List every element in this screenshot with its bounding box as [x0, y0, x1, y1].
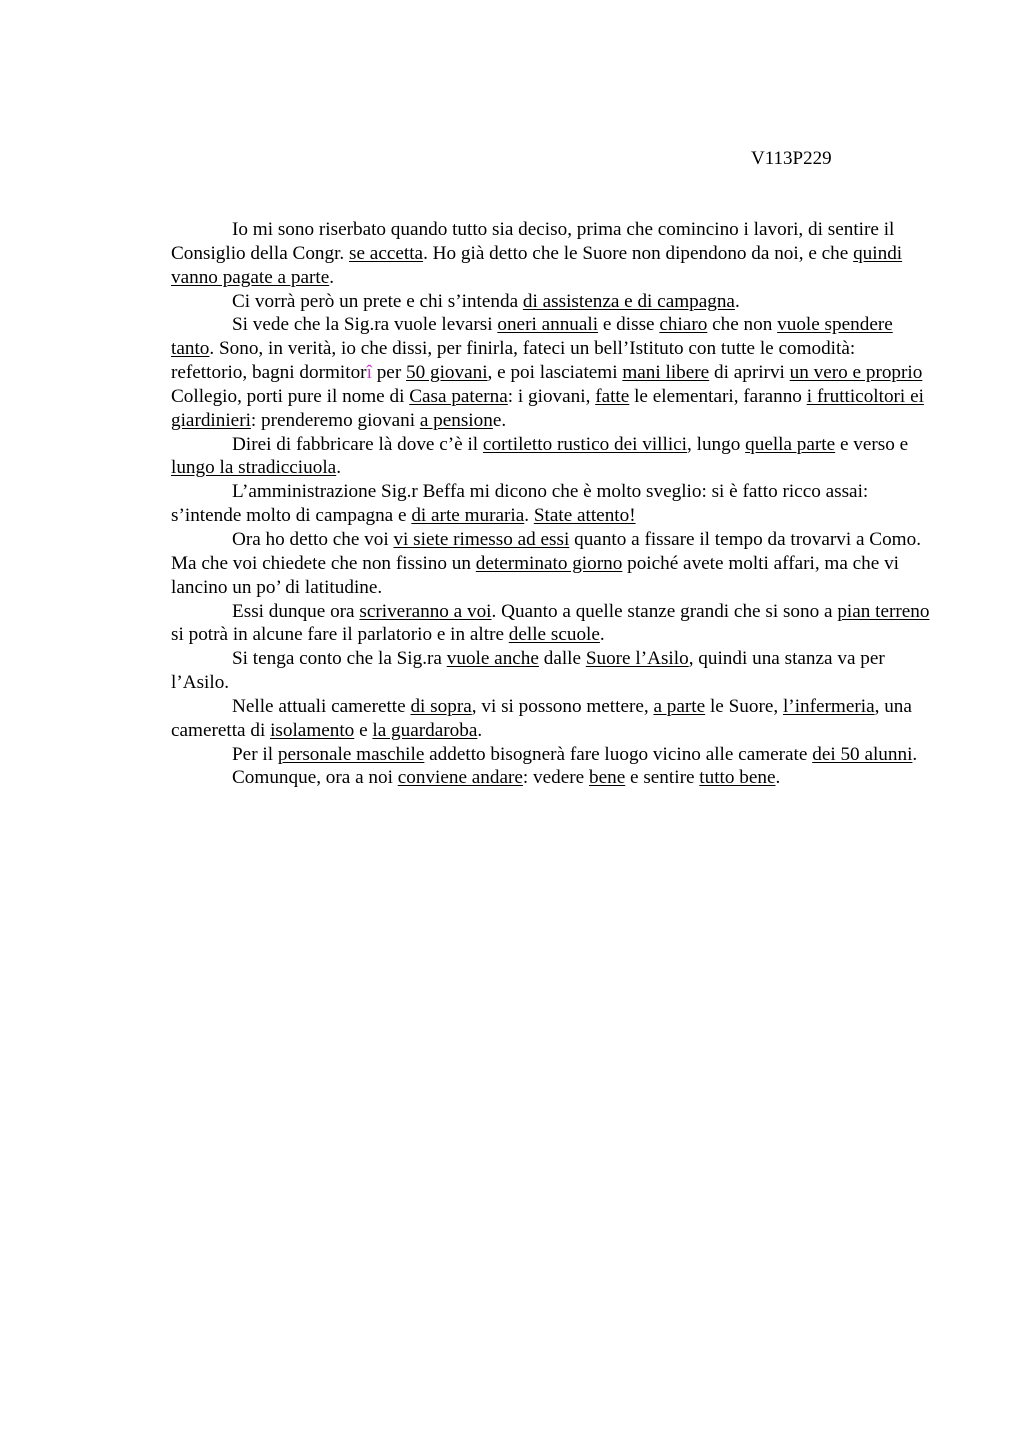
paragraph	[171, 480, 931, 528]
text-run: , vi si possono mettere,	[471, 695, 654, 717]
text-run: e verso e	[835, 433, 909, 455]
underlined-text: personale maschile	[277, 743, 425, 765]
underlined-text: quella parte	[745, 433, 836, 455]
underlined-text: scriveranno a voi	[359, 600, 492, 622]
paragraph	[171, 647, 931, 695]
underlined-text: se accetta	[349, 242, 424, 264]
text-run: Per il	[232, 743, 278, 765]
paragraph	[171, 313, 931, 432]
text-run: . Ho già detto che le Suore non dipendono da noi, e che	[423, 242, 854, 264]
underlined-text: determinato giorno	[475, 552, 623, 574]
text-run: : prenderemo giovani	[250, 409, 420, 431]
text-run: Si tenga conto che la Sig.ra	[232, 648, 447, 670]
text-run: per	[371, 362, 406, 384]
text-run: poiché avete molti affari, ma che vi lancino un po’ di latitudine.	[171, 552, 899, 598]
text-run: Comunque, ora a noi	[232, 767, 398, 789]
paragraph	[171, 766, 931, 790]
text-run: Direi di fabbricare là dove c’è il	[232, 433, 483, 455]
text-run: .	[524, 505, 534, 527]
text-run: e.	[492, 409, 507, 431]
text-run: Collegio, porti pure il nome di	[171, 385, 410, 407]
text-run: .	[912, 743, 918, 765]
text-run: le Suore,	[705, 695, 783, 717]
text-run: .	[329, 266, 335, 288]
paragraph	[171, 433, 931, 481]
text-run: e	[354, 719, 373, 741]
text-run: Nelle attuali camerette	[232, 695, 411, 717]
text-run: , lungo	[687, 433, 746, 455]
text-run: e sentire	[625, 767, 700, 789]
paragraph	[171, 528, 931, 600]
text-run: Ci vorrà però un prete e chi s’intenda	[232, 290, 523, 312]
underlined-text: vi siete rimesso ad essi	[393, 528, 570, 550]
underlined-text: conviene andare	[397, 767, 523, 789]
underlined-text: vuole spendere tanto	[171, 314, 893, 360]
text-run: Ora ho detto che voi	[232, 528, 394, 550]
text-run: L’amministrazione Sig.r Beffa mi dicono che è molto sveglio: si è fatto ricco assai: s’intende molto di campagna e	[171, 481, 869, 527]
underlined-text: l’infermeria	[782, 695, 875, 717]
paragraph	[171, 695, 931, 743]
underlined-text: fatte	[595, 385, 630, 407]
underlined-text: a parte	[653, 695, 706, 717]
underlined-text: mani libere	[622, 362, 710, 384]
underlined-text: di assistenza e di campagna	[522, 290, 735, 312]
underlined-text: pian terreno	[837, 600, 930, 622]
text-run: .	[775, 767, 781, 789]
text-run: e disse	[598, 314, 660, 336]
underlined-text: chiaro	[659, 314, 708, 336]
text-run: Essi dunque ora	[232, 600, 360, 622]
text-run: di aprirvi	[709, 362, 790, 384]
underlined-text: la guardaroba	[372, 719, 478, 741]
underlined-text: Suore l’Asilo	[585, 648, 689, 670]
underlined-text: delle scuole	[508, 624, 600, 646]
text-run: . Sono, in verità, io che dissi, per finirla, fateci un bell’Istituto con tutte le comodità: refettorio, bagni dormitor	[171, 338, 856, 384]
underlined-text: State attento!	[533, 505, 636, 527]
underlined-text: di arte muraria	[411, 505, 525, 527]
underlined-text: Casa paterna	[409, 385, 508, 407]
text-run: : i giovani,	[507, 385, 596, 407]
text-run: , e poi lasciatemi	[487, 362, 623, 384]
paragraph	[171, 600, 931, 648]
underlined-text: bene	[588, 767, 626, 789]
underlined-text: un vero e proprio	[789, 362, 923, 384]
text-run: le elementari, faranno	[629, 385, 807, 407]
text-run: .	[336, 457, 341, 479]
paragraph	[171, 743, 931, 767]
text-run: dalle	[538, 648, 586, 670]
text-run: .	[599, 624, 605, 646]
text-run: .	[734, 290, 740, 312]
text-run: .	[477, 719, 483, 741]
paragraph	[171, 290, 931, 314]
underlined-text: cortiletto rustico dei villici	[482, 433, 688, 455]
text-run: si potrà in alcune fare il parlatorio e in altre	[171, 624, 509, 646]
underlined-text: lungo la stradicciuola	[171, 457, 337, 479]
text-run: . Quanto a quelle stanze grandi che si sono a	[491, 600, 838, 622]
underlined-text: vuole anche	[446, 648, 539, 670]
text-run: addetto bisognerà fare luogo vicino alle camerate	[424, 743, 813, 765]
underlined-text: dei 50 alunni	[812, 743, 913, 765]
document-reference: V113P229	[751, 148, 832, 169]
paragraph	[171, 218, 931, 290]
underlined-text: isolamento	[270, 719, 355, 741]
text-run: , quindi una stanza va per l’Asilo.	[171, 648, 885, 694]
accent-character: î	[366, 362, 372, 384]
text-run: Si vede che la Sig.ra vuole levarsi	[232, 314, 498, 336]
text-run: : vedere	[522, 767, 589, 789]
text-run: , una cameretta di	[171, 695, 912, 741]
underlined-text: tutto bene	[699, 767, 776, 789]
underlined-text: 50 giovani	[406, 362, 488, 384]
underlined-text: di sopra	[410, 695, 472, 717]
document-body	[171, 218, 931, 790]
underlined-text: quindi vanno pagate a parte	[171, 242, 903, 288]
underlined-text: i frutticoltori ei giardinieri	[171, 385, 924, 431]
text-run: che non	[707, 314, 778, 336]
text-run: Io mi sono riserbato quando tutto sia deciso, prima che comincino i lavori, di sentire il Consiglio della Congr.	[171, 219, 895, 264]
underlined-text: a pension	[419, 409, 493, 431]
underlined-text: oneri annuali	[497, 314, 599, 336]
text-run: quanto a fissare il tempo da trovarvi a Como. Ma che voi chiedete che non fissino un	[171, 528, 921, 574]
